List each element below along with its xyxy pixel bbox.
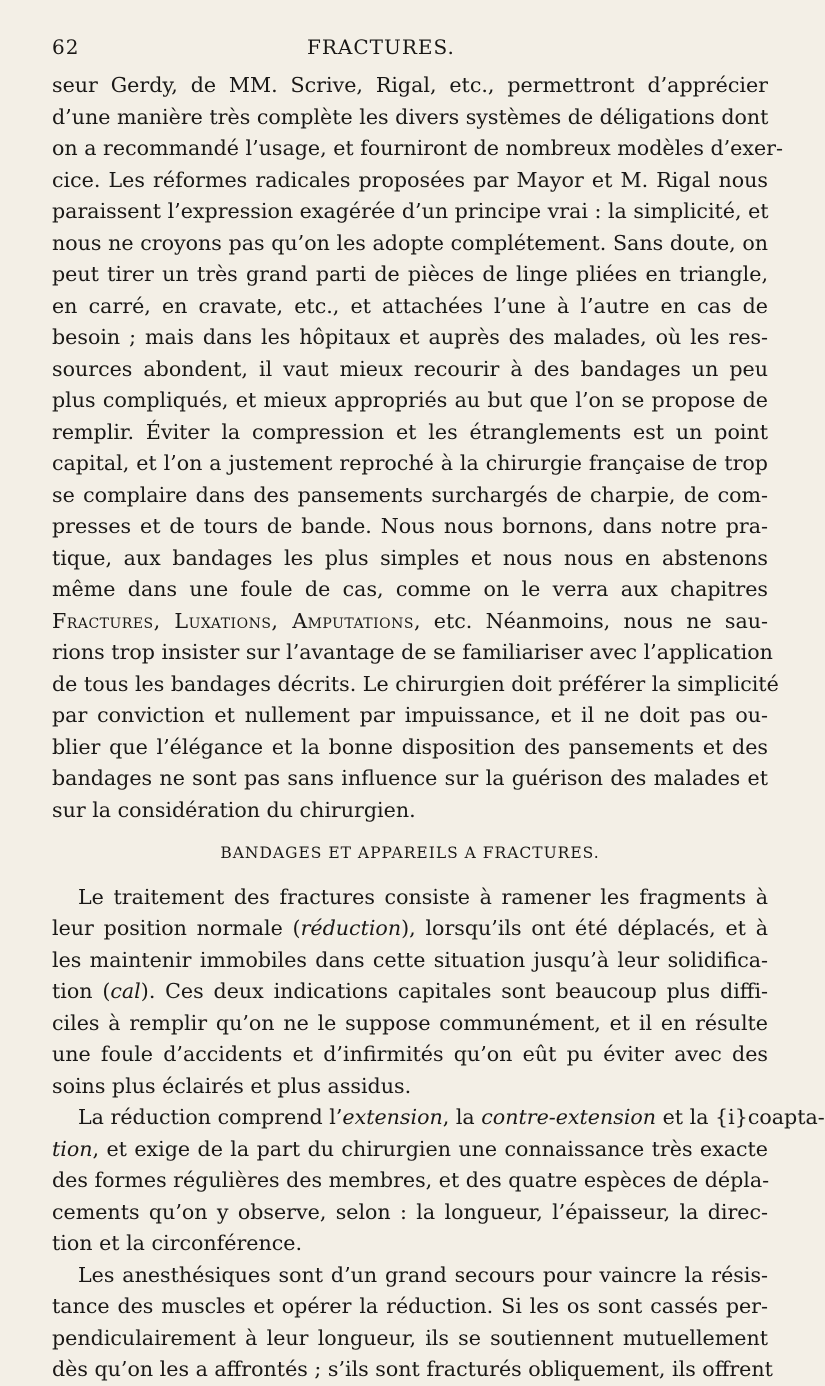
text-line: seur Gerdy, de MM. Scrive, Rigal, etc., permettront d’apprécier — [52, 73, 768, 97]
italic-term: extension — [342, 1105, 443, 1129]
italic-term: réduction — [300, 916, 402, 940]
text-line: se complaire dans des pansements surchargés de charpie, de com- — [52, 482, 768, 507]
text-line: tance des muscles et opérer la réduction. Si les os sont cassés per- — [52, 1294, 768, 1318]
text-line: plus compliqués, et mieux appropriés au but que l’on se propose de — [52, 388, 768, 412]
text-line: même dans une foule de cas, comme on le verra aux chapitres — [52, 577, 768, 601]
text-line: les maintenir immobiles dans cette situation jusqu’à leur solidifica- — [52, 947, 768, 972]
text-line: bandages ne sont pas sans influence sur la guérison des malades et — [52, 766, 768, 790]
text-line: pendiculairement à leur longueur, ils se soutiennent mutuellement — [52, 1325, 768, 1350]
text-line: dès qu’on les a affrontés ; s’ils sont fracturés obliquement, ils offrent — [52, 1357, 773, 1381]
italic-term: contre-extension — [481, 1105, 657, 1129]
text-line: blier que l’élégance et la bonne disposition des pansements et des — [52, 734, 768, 759]
text-line: soins plus éclairés et plus assidus. — [52, 1073, 412, 1098]
text-line: La réduction comprend l’extension, la contre-extension et la {i}coapta- — [78, 1105, 825, 1129]
page-number: 62 — [52, 35, 80, 59]
paragraph-2 — [52, 882, 768, 1103]
text-line: ciles à remplir qu’on ne le suppose communément, et il en résulte — [52, 1010, 768, 1035]
text-line: sur la considération du chirurgien. — [52, 797, 416, 822]
text-line: en carré, en cravate, etc., et attachées l’une à l’autre en cas de — [52, 293, 768, 318]
text-line: tique, aux bandages les plus simples et nous nous en abstenons — [52, 545, 768, 570]
text-line: on a recommandé l’usage, et fourniront de nombreux modèles d’exer- — [52, 136, 783, 160]
text-line: cements qu’on y observe, selon : la longueur, l’épaisseur, la direc- — [52, 1199, 768, 1224]
body-text — [52, 70, 825, 1386]
text-line: tion et la circonférence. — [52, 1231, 303, 1255]
paragraph-3 — [52, 1102, 825, 1260]
text-line: peut tirer un très grand parti de pièces de linge pliées en triangle, — [52, 262, 768, 286]
text-line: par conviction et nullement par impuissance, et il ne doit pas ou- — [52, 703, 768, 727]
text-line: remplir. Éviter la compression et les étranglements est un point — [52, 419, 768, 444]
text-line: Fractures, Luxations, Amputations, etc. Néanmoins, nous ne sau- — [52, 608, 768, 633]
paragraph-1 — [52, 70, 783, 826]
running-title: FRACTURES. — [307, 35, 455, 59]
text-line: de tous les bandages décrits. Le chirurgien doit préférer la simplicité — [52, 671, 779, 696]
text-line: presses et de tours de bande. Nous nous bornons, dans notre pra- — [52, 514, 768, 538]
text-line: besoin ; mais dans les hôpitaux et auprès des malades, où les res- — [52, 325, 768, 349]
text-line: une foule d’accidents et d’infirmités qu’on eût pu éviter avec des — [52, 1042, 768, 1066]
text-line: cice. Les réformes radicales proposées par Mayor et M. Rigal nous — [52, 167, 768, 192]
text-line: rions trop insister sur l’avantage de se familiariser avec l’application — [52, 640, 773, 664]
text-line: capital, et l’on a justement reproché à la chirurgie française de trop — [52, 451, 768, 475]
section-heading: BANDAGES ET APPAREILS A FRACTURES. — [220, 844, 600, 862]
text-line: tion (cal). Ces deux indications capitales sont beaucoup plus diffi- — [52, 979, 768, 1003]
text-line: Le traitement des fractures consiste à ramener les fragments à — [78, 884, 768, 909]
small-caps-term: Fractures, Luxations, Amputations — [52, 608, 414, 633]
text-line: paraissent l’expression exagérée d’un principe vrai : la simplicité, et — [52, 199, 769, 223]
text-line: tion, et exige de la part du chirurgien une connaissance très exacte — [52, 1136, 768, 1161]
text-line: nous ne croyons pas qu’on les adopte complétement. Sans doute, on — [52, 230, 768, 255]
italic-term: tion — [52, 1136, 93, 1161]
italic-term: cal — [110, 979, 141, 1003]
text-line: leur position normale (réduction), lorsqu’ils ont été déplacés, et à — [52, 916, 768, 940]
text-line: des formes régulières des membres, et des quatre espèces de dépla- — [52, 1168, 770, 1192]
text-line: d’une manière très complète les divers systèmes de déligations dont — [52, 104, 769, 129]
paragraph-4 — [52, 1260, 773, 1386]
running-head — [52, 35, 768, 65]
text-line: Les anesthésiques sont d’un grand secours pour vaincre la résis- — [78, 1262, 768, 1287]
text-line: sources abondent, il vaut mieux recourir à des bandages un peu — [52, 356, 768, 381]
